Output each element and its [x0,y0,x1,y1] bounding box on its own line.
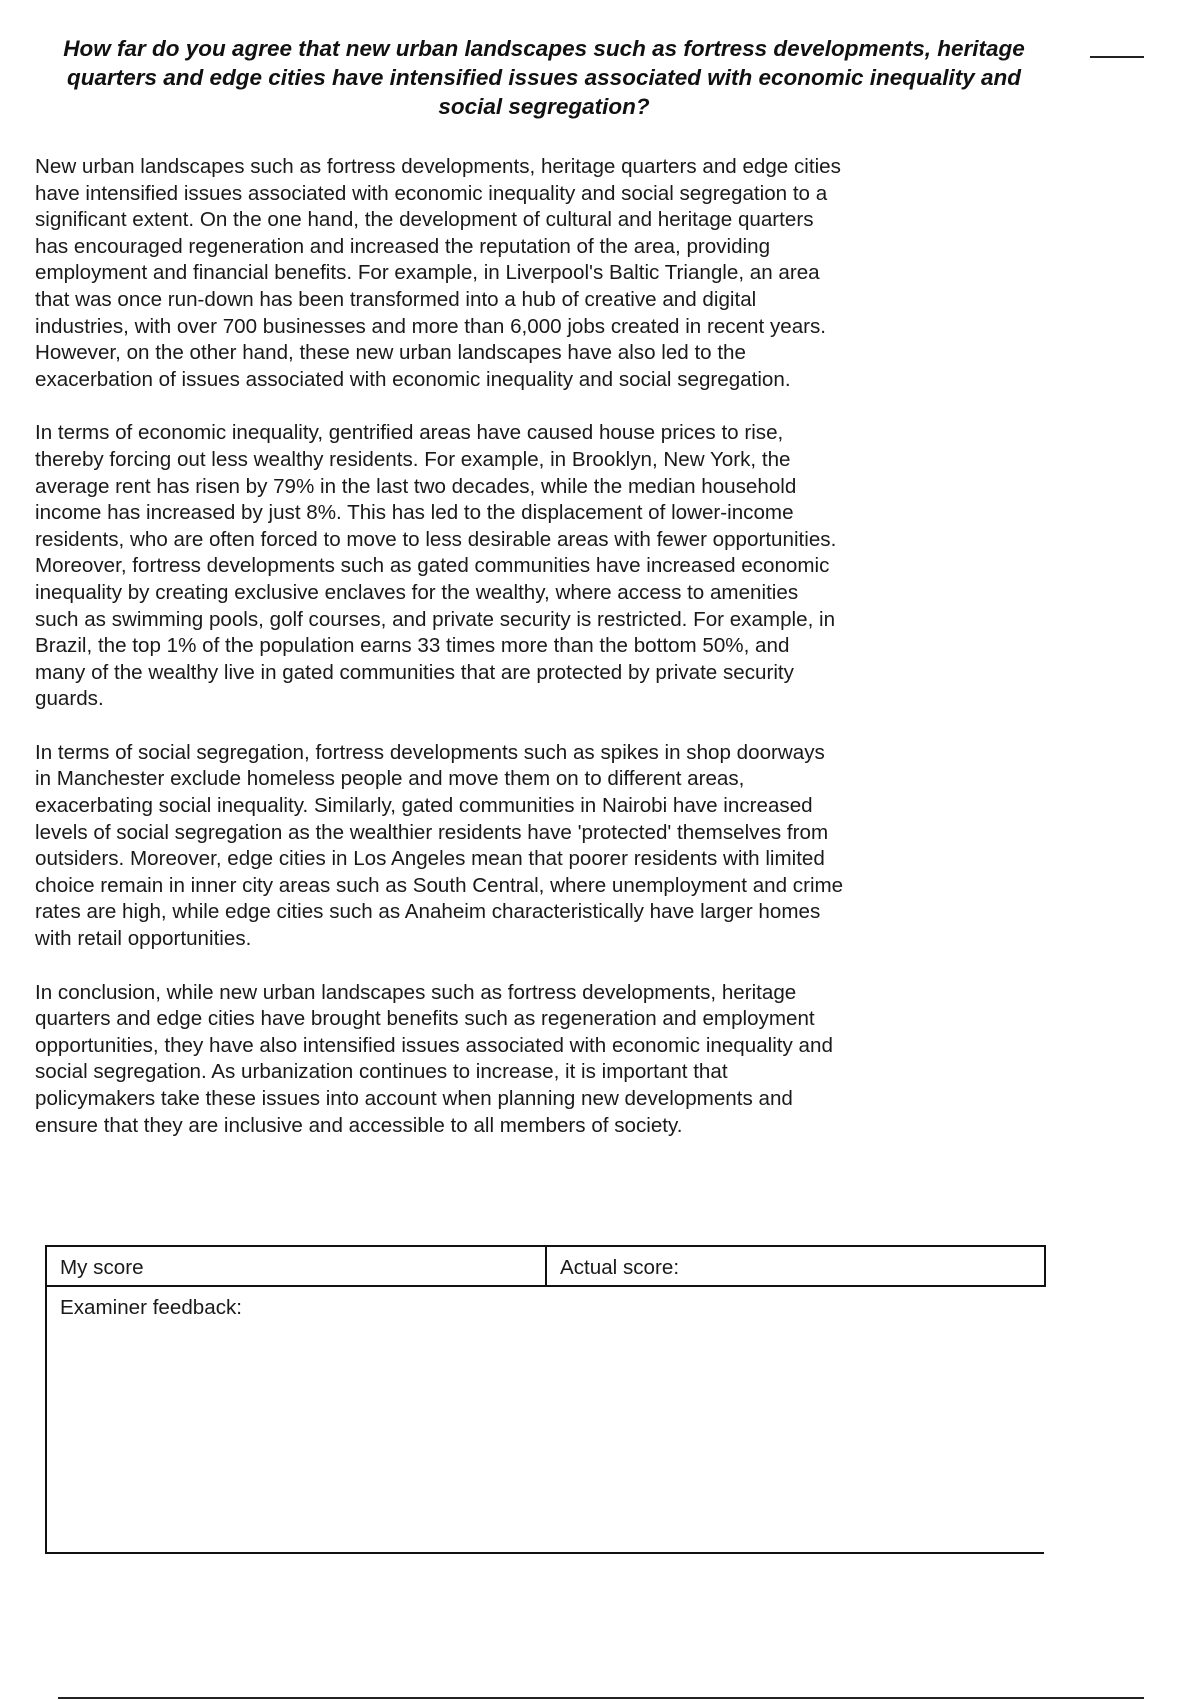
score-row [47,1247,1046,1287]
essay-body [35,154,845,1166]
score-cell-divider [545,1247,547,1285]
essay-paragraph-conclusion: In conclusion, while new urban landscapes such as fortress developments, heritage quarters and edge cities have brought benefits such as regeneration and employment opportunities, they have also intensified issues associated with economic inequality and social segregation. As urbanization continues to increase, it is important that policymakers take these issues into account when planning new developments and ensure that they are inclusive and accessible to all members of society. [35,980,833,1137]
corner-rule [1090,56,1144,58]
footer-rule [58,1697,1144,1699]
actual-score-label: Actual score: [560,1256,680,1279]
essay-paragraph-social-segregation: In terms of social segregation, fortress developments such as spikes in shop doorways in Manchester exclude homeless people and move them on to different areas, exacerbating social inequality. Similarly, gated communities in Nairobi have increased levels of social segregation as the wealthier residents have 'protected' themselves from outsiders. Moreover, edge cities in Los Angeles mean that poorer residents with limited choice remain in inner city areas such as South Central, where unemployment and crime rates are high, while edge cities such as Anaheim characteristically have larger homes with retail opportunities. [35,740,844,951]
essay-paragraph-economic-inequality: In terms of economic inequality, gentrified areas have caused house prices to rise, thereby forcing out less wealthy residents. For example, in Brooklyn, New York, the average rent has risen by 79% in the last two decades, while the median household income has increased by just 8%. This has led to the displacement of lower-income residents, who are often forced to move to less desirable areas with fewer opportunities. Moreover, fortress developments such as gated communities have increased economic inequality by creating exclusive enclaves for the wealthy, where access to amenities such as swimming pools, golf courses, and private security is restricted. For example, in Brazil, the top 1% of the population earns 33 times more than the bottom 50%, and many of the wealthy live in gated communities that are protected by private security guards. [35,421,837,711]
score-table [45,1245,1046,1554]
feedback-box-bottom-border [45,1552,1044,1554]
my-score-label: My score [60,1256,144,1279]
examiner-feedback-label: Examiner feedback: [60,1296,243,1319]
question-heading: How far do you agree that new urban landscapes such as fortress developments, heritage quarters and edge cities have intensified issues associated with economic inequality and social segregation? [63,36,1025,119]
essay-paragraph-intro: New urban landscapes such as fortress developments, heritage quarters and edge cities have intensified issues associated with economic inequality and social segregation to a significant extent. On the one hand, the development of cultural and heritage quarters has encouraged regeneration and increased the reputation of the area, providing employment and financial benefits. For example, in Liverpool's Baltic Triangle, an area that was once run-down has been transformed into a hub of creative and digital industries, with over 700 businesses and more than 6,000 jobs created in recent years. However, on the other hand, these new urban landscapes have also led to the exacerbation of issues associated with economic inequality and social segregation. [35,155,841,391]
